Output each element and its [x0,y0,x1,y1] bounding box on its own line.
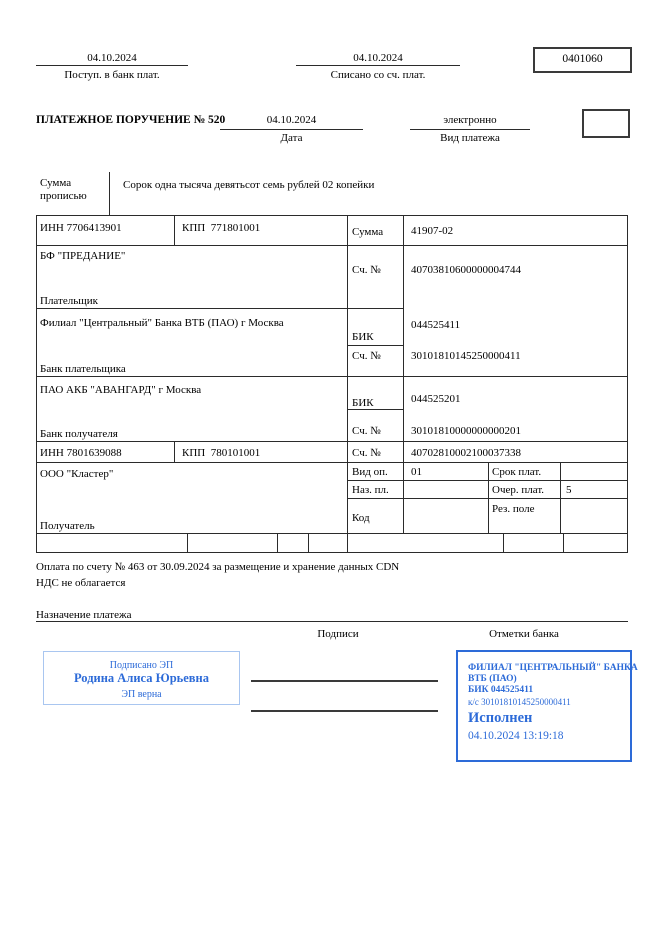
status-code-box [582,109,630,138]
signature-line-1 [251,680,438,682]
beneficiary-bank-account-label: Сч. № [352,425,381,437]
beneficiary-section-label: Получатель [40,520,95,532]
amount-in-words-value: Сорок одна тысяча девятьсот семь рублей 02 копейки [123,179,375,191]
priority-label: Очер. плат. [492,484,545,496]
table-line [347,533,348,552]
bank-marks-label: Отметки банка [489,628,559,640]
payer-bank-name: Филиал "Центральный" Банка ВТБ (ПАО) г Москва [40,317,284,329]
table-line [560,462,561,533]
sum-value: 41907-02 [411,225,454,237]
debited-date: 04.10.2024 [353,52,403,64]
payer-bank-account-label: Сч. № [352,350,381,362]
beneficiary-account-label: Сч. № [352,447,381,459]
reserve-field-label: Рез. поле [492,503,535,515]
stamp-datetime: 04.10.2024 13:19:18 [468,730,564,742]
table-line [36,245,628,246]
form-code: 0401060 [562,53,603,65]
table-line [308,533,309,552]
stamp-bik: БИК 044525411 [468,685,534,695]
table-line [36,215,37,552]
table-line [347,409,403,410]
purpose-line1: Оплата по счету № 463 от 30.09.2024 за размещение и хранение данных CDN [36,561,400,573]
payer-kpp: КПП 771801001 [182,222,261,234]
payer-bank-bik: 044525411 [411,319,461,331]
stamp-bank-line2: ВТБ (ПАО) [468,674,517,684]
stamp-status: Исполнен [468,710,533,726]
received-date-underline [36,65,188,66]
stamp-bank-line1: ФИЛИАЛ "ЦЕНТРАЛЬНЫЙ" БАНКА [468,663,638,673]
received-date-label: Поступ. в банк плат. [64,69,160,81]
amount-words-divider [109,172,110,215]
table-line [403,215,404,533]
beneficiary-kpp: КПП 780101001 [182,447,261,459]
beneficiary-bank-bik: 044525201 [411,393,461,405]
doc-date-underline [220,129,363,130]
due-date-label: Срок плат. [492,466,542,478]
table-line [347,345,403,346]
sum-label: Сумма [352,226,384,238]
table-line [627,215,628,552]
doc-date-label: Дата [280,132,303,144]
table-line [488,462,489,533]
purpose-line2: НДС не облагается [36,577,126,589]
beneficiary-name: ООО "Кластер" [40,468,114,480]
ep-signer-name: Родина Алиса Юрьевна [73,671,210,685]
debited-date-label: Списано со сч. плат. [330,69,426,81]
op-kind-label: Вид оп. [352,466,388,478]
debited-date-underline [296,65,460,66]
form-code-box [533,47,632,73]
purpose-section-label: Назначение платежа [36,609,132,621]
payer-inn: ИНН 7706413901 [40,222,122,234]
purpose-code-label: Наз. пл. [352,484,389,496]
ep-valid-label: ЭП верна [121,689,162,700]
table-line [36,376,628,377]
priority-value: 5 [566,484,572,496]
table-line [36,552,628,553]
payer-section-label: Плательщик [40,295,98,307]
payer-account: 40703810600000004744 [411,264,521,276]
table-line [563,533,564,552]
signature-line-2 [251,710,438,712]
beneficiary-inn: ИНН 7801639088 [40,447,122,459]
payer-account-label: Сч. № [352,264,381,276]
beneficiary-bank-name: ПАО АКБ "АВАНГАРД" г Москва [40,384,202,396]
amount-in-words-label: Сумма прописью [40,177,87,202]
table-line [36,215,628,216]
table-line [36,462,628,463]
payment-kind-label: Вид платежа [440,132,500,144]
table-line [174,441,175,462]
payer-bank-bik-label: БИК [352,331,374,343]
code-label: Код [352,512,370,524]
payer-name: БФ "ПРЕДАНИЕ" [40,250,126,262]
purpose-underline [36,621,628,622]
digital-signature-stamp [43,651,240,705]
table-line [36,533,628,534]
table-line [277,533,278,552]
payer-bank-account: 30101810145250000411 [411,350,521,362]
beneficiary-account: 40702810002100037338 [411,447,521,459]
stamp-corr-account: к/с 30101810145250000411 [468,697,571,707]
payment-kind-underline [410,129,530,130]
table-line [36,441,628,442]
payment-kind: электронно [443,114,497,126]
bank-execution-stamp [456,650,638,762]
table-line [503,533,504,552]
doc-date: 04.10.2024 [266,114,317,126]
beneficiary-bank-bik-label: БИК [352,397,374,409]
ep-signed-label: Подписано ЭП [109,660,174,671]
received-date: 04.10.2024 [87,52,137,64]
beneficiary-bank-section-label: Банк получателя [40,428,118,440]
table-line [174,215,175,245]
beneficiary-bank-account: 30101810000000000201 [411,425,521,437]
signatures-label: Подписи [317,628,359,640]
op-kind-value: 01 [411,466,422,478]
table-line [187,533,188,552]
payer-bank-section-label: Банк плательщика [40,363,126,375]
table-line [347,215,348,533]
document-title: ПЛАТЕЖНОЕ ПОРУЧЕНИЕ № 520 [36,114,226,126]
